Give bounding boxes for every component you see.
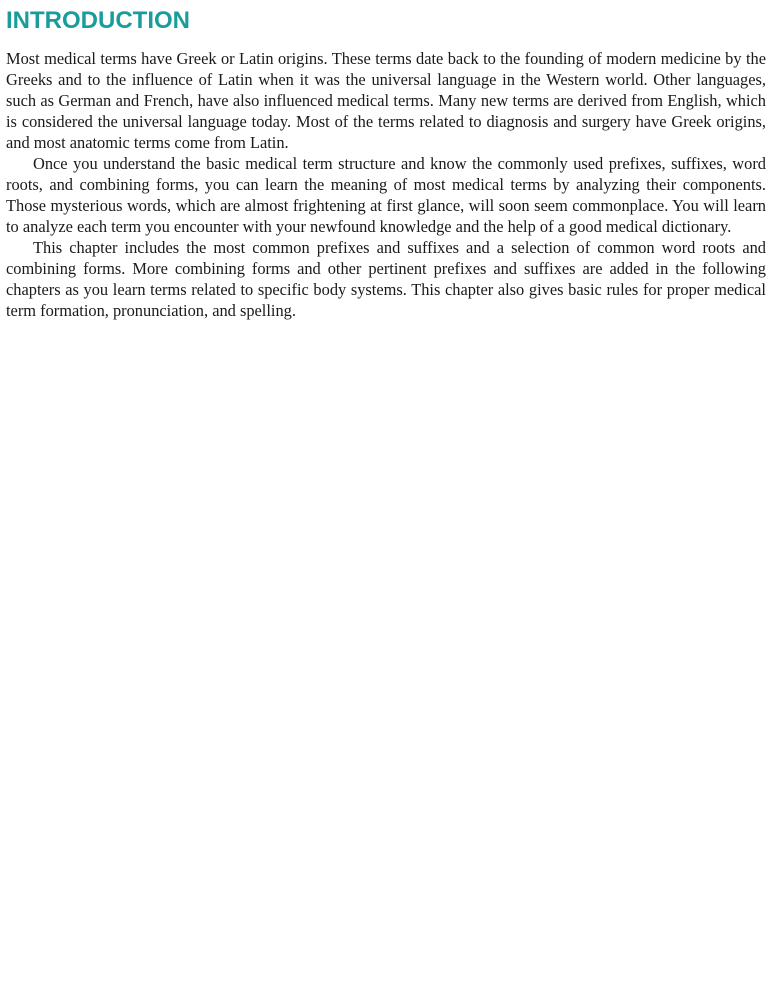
section-body <box>6 48 766 321</box>
paragraph-1: Most medical terms have Greek or Latin origins. These terms date back to the founding of modern medicine by the Greeks and to the influence of Latin when it was the universal language in the Western world. Other languages, such as German and French, have also influenced medical terms. Many new terms are derived from English, which is considered the universal language today. Most of the terms related to diagnosis and surgery have Greek origins, and most anatomic terms come from Latin. <box>6 49 766 152</box>
paragraph-2: Once you understand the basic medical term structure and know the commonly used prefixes, suffixes, word roots, and combining forms, you can learn the meaning of most medical terms by analyzing their components. Those mysterious words, which are almost frightening at first glance, will soon seem commonplace. You will learn to analyze each term you encounter with your newfound knowledge and the help of a good medical dictionary. <box>6 154 766 236</box>
paragraph-3: This chapter includes the most common prefixes and suffixes and a selection of common word roots and combining forms. More combining forms and other pertinent prefixes and suffixes are added in the following chapters as you learn terms related to specific body systems. This chapter also gives basic rules for proper medical term formation, pronunciation, and spelling. <box>6 238 766 320</box>
section-heading: INTRODUCTION <box>6 7 190 34</box>
